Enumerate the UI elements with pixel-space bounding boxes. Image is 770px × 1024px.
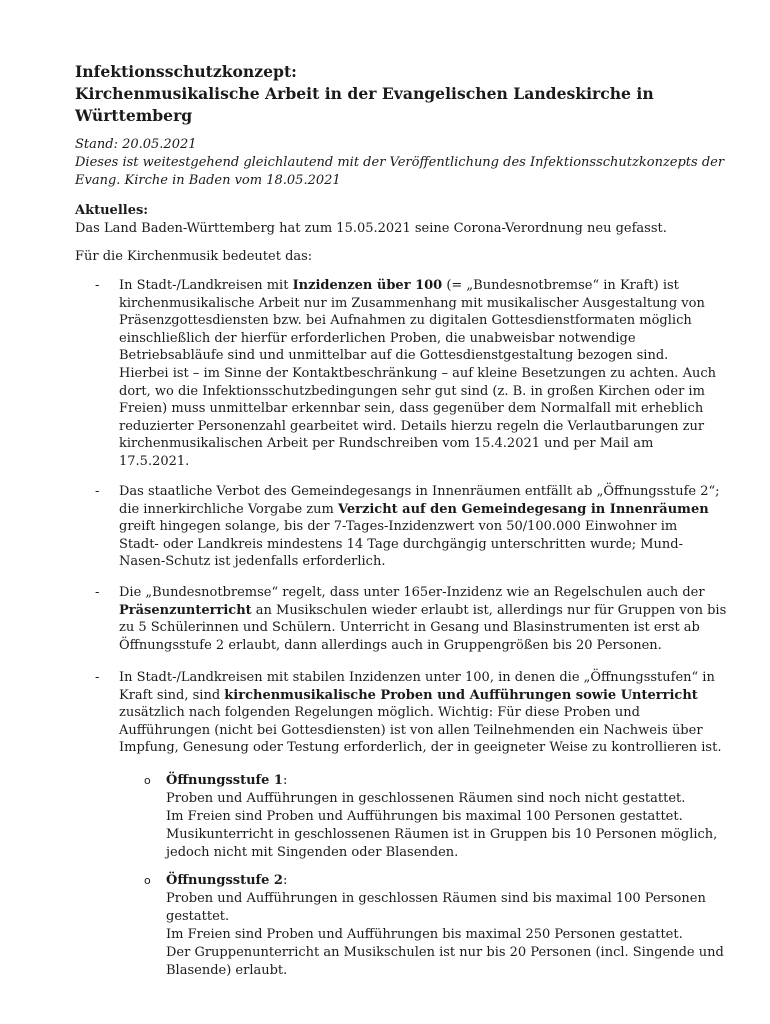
- text-segment: :: [282, 773, 288, 788]
- sub-list-item-text: [166, 872, 726, 980]
- text-line: [119, 483, 719, 501]
- text-segment: Musikunterricht in geschlossenen Räumen ist in Gruppen bis 10 Personen möglich,: [166, 827, 718, 842]
- text-line: [119, 722, 719, 740]
- text-line: [119, 365, 719, 383]
- text-segment: jedoch nicht mit Singenden oder Blasenden.: [166, 845, 459, 860]
- text-segment: :: [282, 873, 288, 888]
- text-line: [166, 890, 726, 908]
- bold-text: Öffnungsstufe 2: [166, 873, 283, 888]
- text-segment: zu 5 Schülerinnen und Schülern. Unterricht in Gesang und Blasinstrumenten ist erst ab: [119, 620, 700, 636]
- text-line: [119, 687, 719, 705]
- text-segment: Der Gruppenunterricht an Musikschulen ist nur bis 20 Personen (incl. Singende und: [166, 945, 724, 960]
- text-segment: gestattet.: [166, 909, 230, 924]
- bold-text: Öffnungsstufe 1: [166, 773, 283, 788]
- text-line: [166, 808, 726, 826]
- text-segment: Betriebsabläufe sind und unmittelbar auf die Gottesdienstgestaltung bezogen sind.: [119, 348, 669, 364]
- text-line: [166, 844, 726, 862]
- text-line: [119, 400, 719, 418]
- text-line: [166, 872, 726, 890]
- text-line: [166, 926, 726, 944]
- intro-line: Dieses ist weitestgehend gleichlautend mit der Veröffentlichung des Infektionsschutzkonzepts der: [75, 155, 725, 170]
- text-segment: Kraft sind, sind: [119, 687, 225, 703]
- text-segment: Das staatliche Verbot des Gemeindegesangs in Innenräumen entfällt ab „Öffnungsstufe 2“;: [119, 484, 720, 499]
- text-line: [166, 772, 726, 790]
- bullet-marker: -: [95, 670, 100, 685]
- list-item-text: [119, 584, 727, 654]
- title-line: Kirchenmusikalische Arbeit in der Evangelischen Landeskirche in: [75, 84, 654, 103]
- text-line: [119, 704, 719, 722]
- text-segment: Blasende) erlaubt.: [166, 963, 288, 978]
- text-segment: an Musikschulen wieder erlaubt ist, allerdings nur für Gruppen von bis: [251, 602, 727, 618]
- text-line: [119, 330, 719, 348]
- text-line: [119, 312, 719, 330]
- text-line: [119, 553, 719, 571]
- text-segment: Im Freien sind Proben und Aufführungen bis maximal 100 Personen gestattet.: [166, 809, 683, 824]
- text-line: [119, 584, 719, 602]
- text-line: [119, 669, 719, 687]
- list-item-text: [119, 277, 719, 471]
- text-line: [119, 739, 722, 757]
- text-line: [119, 435, 719, 453]
- aktuelles-text: Das Land Baden-Württemberg hat zum 15.05.2021 seine Corona-Verordnung neu gefasst.: [75, 221, 667, 236]
- document-intro: [75, 136, 725, 190]
- text-segment: In Stadt-/Landkreisen mit: [119, 278, 293, 293]
- aktuelles-heading: Aktuelles:: [75, 203, 149, 218]
- bold-text: Inzidenzen über 100: [292, 278, 443, 293]
- text-segment: kirchenmusikalische Arbeit nur im Zusammenhang mit musikalischer Ausgestaltung von: [119, 295, 705, 311]
- text-segment: In Stadt-/Landkreisen mit stabilen Inzidenzen unter 100, in denen die „Öffnungsstufen“ in: [119, 670, 715, 685]
- text-segment: greift hingegen solange, bis der 7-Tages-Inzidenzwert von 50/100.000 Einwohner im: [119, 519, 678, 535]
- title-line: Württemberg: [75, 106, 193, 125]
- text-line: [119, 602, 727, 620]
- text-line: [119, 295, 719, 313]
- bold-text: kirchenmusikalische Proben und Aufführungen sowie Unterricht: [224, 687, 698, 703]
- text-segment: 17.5.2021.: [119, 453, 190, 469]
- list-item-text: [119, 669, 722, 757]
- text-segment: Im Freien sind Proben und Aufführungen bis maximal 250 Personen gestattet.: [166, 927, 683, 942]
- text-line: [119, 501, 719, 519]
- bold-text: Präsenzunterricht: [119, 602, 252, 618]
- bullet-marker: -: [95, 484, 100, 499]
- text-line: [166, 908, 726, 926]
- text-segment: kirchenmusikalischen Arbeit per Rundschreiben vom 15.4.2021 und per Mail am: [119, 436, 654, 452]
- text-segment: (= „Bundesnotbremse“ in Kraft) ist: [442, 278, 679, 293]
- text-line: [166, 944, 726, 962]
- circle-bullet-icon: o: [144, 874, 151, 887]
- text-line: [119, 277, 719, 295]
- text-line: [119, 418, 719, 436]
- text-segment: reduzierter Personenzahl gearbeitet wird. Details hierzu regeln die Verlautbarungen zur: [119, 418, 705, 434]
- document-title: [75, 61, 722, 127]
- text-line: [166, 826, 726, 844]
- stand-date: Stand: 20.05.2021: [75, 137, 197, 152]
- text-line: [119, 518, 719, 536]
- text-line: [119, 453, 719, 471]
- text-segment: zusätzlich nach folgenden Regelungen möglich. Wichtig: Für diese Proben und: [119, 705, 641, 721]
- list-item-text: [119, 483, 719, 571]
- text-segment: Stadt- oder Landkreis mindestens 14 Tage durchgängig unterschritten wurde; Mund-: [119, 536, 684, 552]
- intro-line: Evang. Kirche in Baden vom 18.05.2021: [75, 173, 341, 188]
- text-line: [119, 347, 719, 365]
- text-segment: Öffnungsstufe 2 erlaubt, dann allerdings auch in Gruppengrößen bis 20 Personen.: [119, 637, 662, 653]
- text-segment: Freien) muss unmittelbar erkennbar sein, dass gegenüber dem Normalfall mit erheblich: [119, 401, 704, 417]
- text-segment: Nasen-Schutz ist jedenfalls erforderlich.: [119, 554, 386, 570]
- text-line: [119, 536, 719, 554]
- bullet-marker: -: [95, 278, 100, 293]
- sub-list-item-text: [166, 772, 726, 862]
- text-line: [166, 962, 726, 980]
- text-segment: Aufführungen (nicht bei Gottesdiensten) ist von allen Teilnehmenden ein Nachweis über: [119, 722, 703, 738]
- title-line: Infektionsschutzkonzept:: [75, 62, 297, 81]
- bold-text: Verzicht auf den Gemeindegesang in Innenräumen: [337, 501, 709, 517]
- text-line: [119, 383, 719, 401]
- kirchenmusik-intro: Für die Kirchenmusik bedeutet das:: [75, 249, 313, 264]
- circle-bullet-icon: o: [144, 774, 151, 787]
- text-segment: Impfung, Genesung oder Testung erforderlich, der in geeigneter Weise zu kontrollieren ist.: [119, 740, 722, 756]
- text-line: [119, 619, 719, 637]
- bullet-marker: -: [95, 585, 100, 600]
- text-segment: einschließlich der hierfür erforderlichen Proben, die unabweisbar notwendige: [119, 330, 636, 346]
- text-segment: Hierbei ist – im Sinne der Kontaktbeschränkung – auf kleine Besetzungen zu achten. Auch: [119, 365, 716, 381]
- text-segment: Präsenzgottesdiensten bzw. bei Aufnahmen zu digitalen Gottesdienstformaten möglich: [119, 313, 692, 329]
- text-line: [166, 790, 726, 808]
- text-line: [119, 637, 719, 655]
- text-segment: dort, wo die Infektionsschutzbedingungen sehr gut sind (z. B. in großen Kirchen oder im: [119, 383, 705, 399]
- text-segment: Die „Bundesnotbremse“ regelt, dass unter 165er-Inzidenz wie an Regelschulen auch der: [119, 585, 705, 600]
- text-segment: die innerkirchliche Vorgabe zum: [119, 501, 338, 517]
- text-segment: Proben und Aufführungen in geschlossenen Räumen sind noch nicht gestattet.: [166, 791, 686, 806]
- text-segment: Proben und Aufführungen in geschlossen Räumen sind bis maximal 100 Personen: [166, 891, 706, 906]
